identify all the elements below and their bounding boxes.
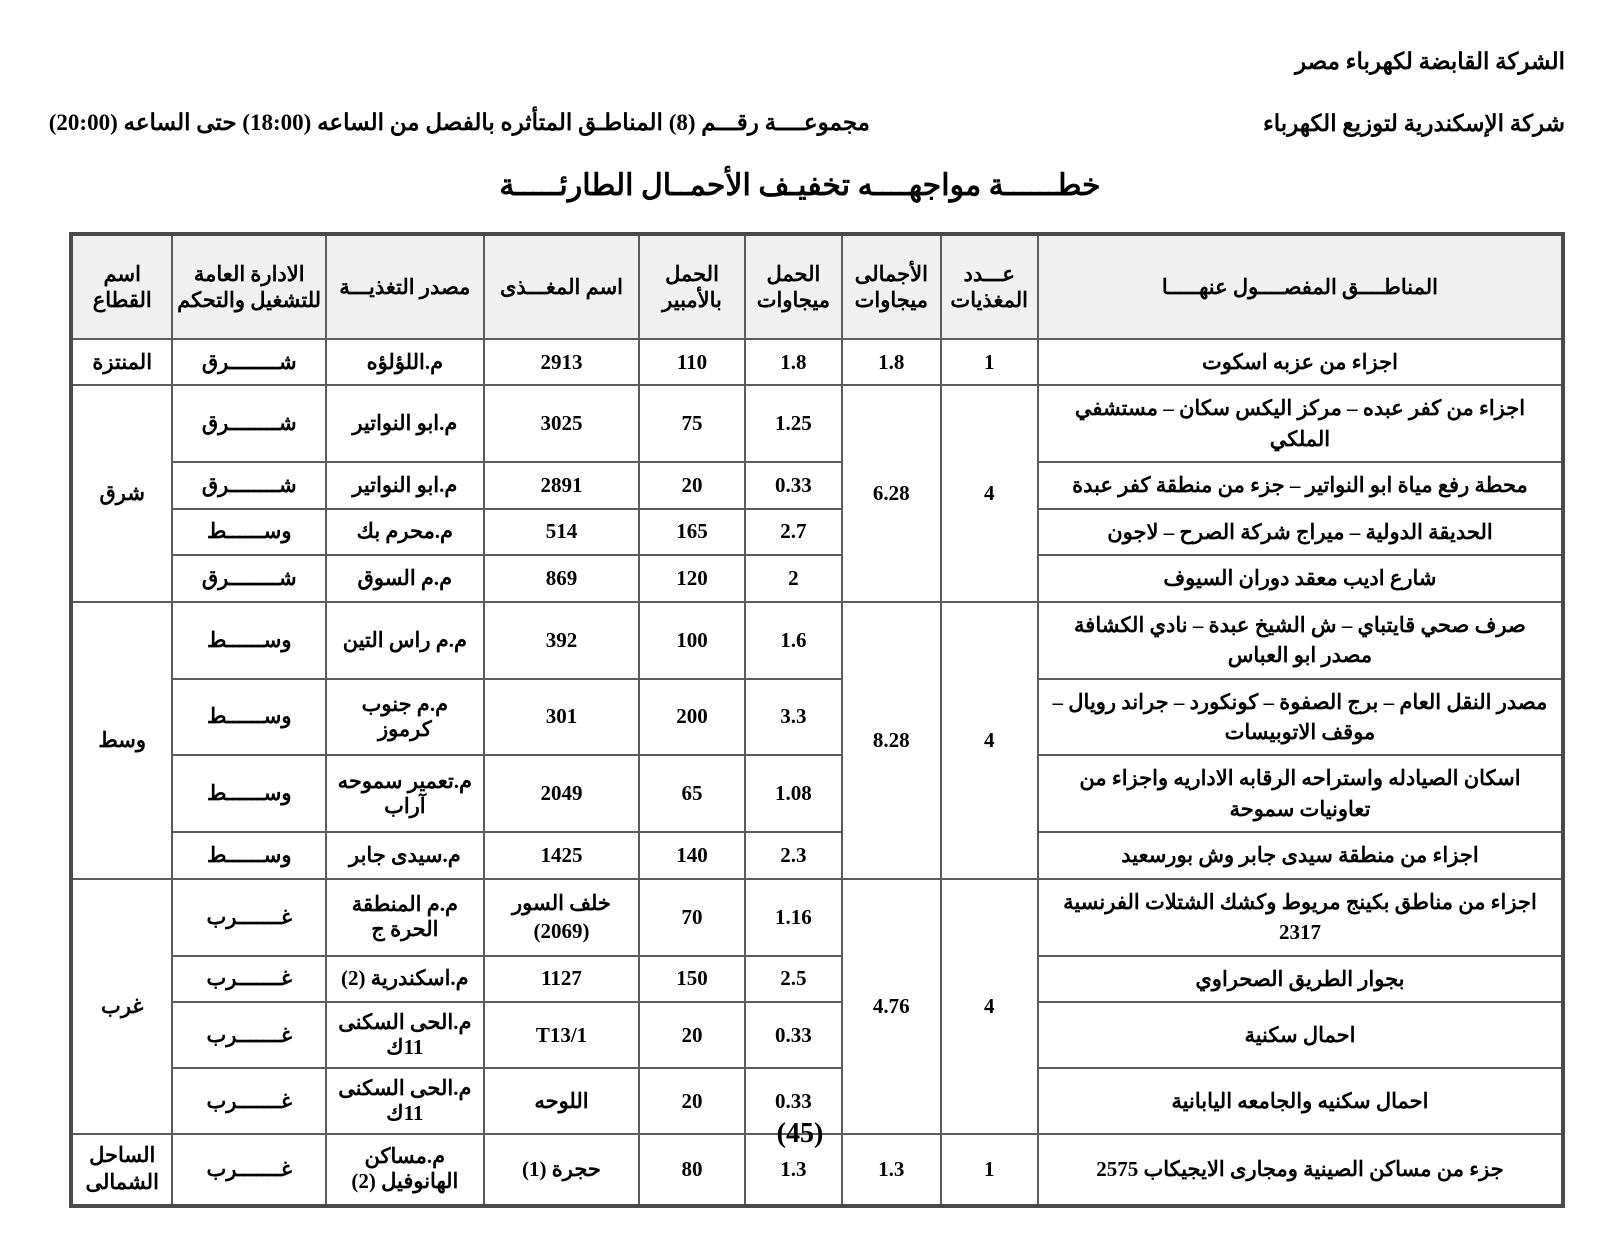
cell-general-admin: وســــــط: [172, 832, 326, 878]
page-title: خطــــــة مواجهــــه تخفيـف الأحمــال الطارئـــــة: [499, 169, 1101, 202]
cell-feeder-count: 1: [941, 1134, 1038, 1206]
cell-load-mw: 1.16: [745, 879, 842, 956]
cell-load-amp: 65: [639, 755, 744, 832]
cell-load-mw: 0.33: [745, 1068, 842, 1134]
column-header-load-mw-line1: الحمل: [766, 261, 821, 286]
cell-areas: محطة رفع مياة ابو النواتير – جزء من منطقة كفر عبدة: [1038, 462, 1563, 508]
cell-general-admin: غـــــــرب: [172, 879, 326, 956]
cell-sector-name: شرق: [71, 385, 172, 601]
cell-feeder-count: 1: [941, 339, 1038, 385]
cell-general-admin: وســــــط: [172, 602, 326, 679]
table-row: [71, 385, 1563, 462]
cell-load-amp: 70: [639, 879, 744, 956]
column-header-general-admin-line1: الادارة العامة: [193, 261, 305, 286]
cell-feeder-name: 869: [484, 555, 640, 601]
cell-load-amp: 100: [639, 602, 744, 679]
holding-company-name: الشركة القابضة لكهرباء مصر: [1294, 49, 1565, 74]
cell-load-amp: 140: [639, 832, 744, 878]
cell-areas: مصدر النقل العام – برج الصفوة – كونكورد – جراند رويال – موقف الاتوبيسات: [1038, 679, 1563, 756]
table-row: [71, 509, 1563, 555]
column-header-feeder-count-line1: عـــدد: [963, 261, 1015, 286]
column-header-total-mw-line1: الأجمالى: [854, 261, 928, 286]
table-body: [71, 339, 1563, 1206]
cell-areas: احمال سكنية: [1038, 1002, 1563, 1068]
table-row: [71, 1002, 1563, 1068]
cell-feeder-name: [484, 879, 640, 956]
cell-supply-source: م.م راس التين: [326, 602, 484, 679]
column-header-supply-source: [326, 234, 484, 339]
table-header: [71, 234, 1563, 339]
cell-feeder-name-line1: خلف السور: [512, 890, 611, 915]
table-row: [71, 956, 1563, 1002]
column-header-feeder-count-line2: المغذيات: [950, 288, 1028, 312]
cell-load-amp: 75: [639, 385, 744, 462]
column-header-general-admin: [172, 234, 326, 339]
cell-general-admin: غـــــــرب: [172, 956, 326, 1002]
page-number: (45): [776, 1118, 824, 1149]
table-row: [71, 755, 1563, 832]
table-row: [71, 879, 1563, 956]
cell-load-amp: 80: [639, 1134, 744, 1206]
cell-total-mw: 4.76: [842, 879, 940, 1134]
cell-supply-source: م.تعمير سموحه آراب: [326, 755, 484, 832]
cell-load-amp: 200: [639, 679, 744, 756]
cell-feeder-count: 4: [941, 385, 1038, 601]
table-row: [71, 339, 1563, 385]
table-row: [71, 462, 1563, 508]
load-shedding-table-wrapper: [69, 232, 1565, 1208]
cell-general-admin: شــــــــرق: [172, 555, 326, 601]
cell-supply-source: م.الحى السكنى 11ك: [326, 1002, 484, 1068]
cell-load-amp: 110: [639, 339, 744, 385]
column-header-feeder-name-label: اسم المغـــذى: [499, 274, 624, 299]
column-header-areas-label: المناطــــق المفصــــول عنهـــــا: [1161, 274, 1438, 299]
column-header-load-amp-line2: بالأمبير: [662, 288, 722, 312]
table-row: [71, 679, 1563, 756]
cell-load-amp: 165: [639, 509, 744, 555]
cell-feeder-name: 392: [484, 602, 640, 679]
cell-load-mw: 2: [745, 555, 842, 601]
cell-feeder-count: 4: [941, 879, 1038, 1134]
cell-supply-source: م.مساكن الهانوفيل (2): [326, 1134, 484, 1206]
column-header-areas: [1038, 234, 1563, 339]
cell-general-admin: شــــــــرق: [172, 339, 326, 385]
cell-general-admin: غـــــــرب: [172, 1002, 326, 1068]
cell-load-amp: 150: [639, 956, 744, 1002]
column-header-general-admin-line2: للتشغيل والتحكم: [177, 288, 322, 312]
cell-supply-source: م.محرم بك: [326, 509, 484, 555]
table-row: [71, 602, 1563, 679]
cell-feeder-name: حجرة (1): [484, 1134, 640, 1206]
cell-load-mw: 1.8: [745, 339, 842, 385]
cell-feeder-name: 2891: [484, 462, 640, 508]
column-header-feeder-count: [941, 234, 1038, 339]
group-time-range-line: مجموعــــة رقـــم (8) المناطـق المتأثره بالفصل من الساعه (18:00) حتى الساعه (20:00): [48, 110, 870, 135]
cell-areas: اجزاء من كفر عبده – مركز اليكس سكان – مستشفي الملكي: [1038, 385, 1563, 462]
load-shedding-table: [69, 232, 1565, 1208]
cell-areas: اجزاء من مناطق بكينج مريوط وكشك الشتلات الفرنسية 2317: [1038, 879, 1563, 956]
cell-load-mw: 1.6: [745, 602, 842, 679]
cell-areas: اجزاء من عزبه اسكوت: [1038, 339, 1563, 385]
column-header-feeder-name: [484, 234, 640, 339]
distribution-company-name: شركة الإسكندرية لتوزيع الكهرباء: [1262, 111, 1565, 136]
cell-load-mw: 2.5: [745, 956, 842, 1002]
cell-general-admin: غـــــــرب: [172, 1134, 326, 1206]
column-header-supply-source-label: مصدر التغذيـــة: [339, 274, 471, 299]
table-row: [71, 555, 1563, 601]
cell-total-mw: 1.3: [842, 1134, 940, 1206]
column-header-load-mw-line2: ميجاوات: [756, 288, 831, 312]
cell-supply-source: م.اسكندرية (2): [326, 956, 484, 1002]
cell-feeder-name: T13/1: [484, 1002, 640, 1068]
cell-total-mw: 8.28: [842, 602, 940, 879]
column-header-load-amp-line1: الحمل: [665, 261, 719, 286]
cell-sector-name: وسط: [71, 602, 172, 879]
cell-supply-source: م.م السوق: [326, 555, 484, 601]
cell-load-mw: 1.3: [745, 1134, 842, 1206]
cell-general-admin: وســــــط: [172, 509, 326, 555]
cell-areas: اجزاء من منطقة سيدى جابر وش بورسعيد: [1038, 832, 1563, 878]
cell-feeder-name: 301: [484, 679, 640, 756]
cell-areas: الحديقة الدولية – ميراج شركة الصرح – لاجون: [1038, 509, 1563, 555]
cell-feeder-name: 3025: [484, 385, 640, 462]
cell-supply-source: م.م المنطقة الحرة ج: [326, 879, 484, 956]
cell-total-mw: 6.28: [842, 385, 940, 601]
cell-areas: اسكان الصيادله واستراحه الرقابه الاداريه واجزاء من تعاونيات سموحة: [1038, 755, 1563, 832]
column-header-load-mw: [745, 234, 842, 339]
cell-areas: شارع اديب معقد دوران السيوف: [1038, 555, 1563, 601]
cell-load-mw: 2.7: [745, 509, 842, 555]
cell-areas: صرف صحي قايتباي – ش الشيخ عبدة – نادي الكشافة مصدر ابو العباس: [1038, 602, 1563, 679]
cell-supply-source: م.ابو النواتير: [326, 462, 484, 508]
cell-supply-source: م.الحى السكنى 11ك: [326, 1068, 484, 1134]
cell-load-mw: 0.33: [745, 462, 842, 508]
cell-general-admin: غـــــــرب: [172, 1068, 326, 1134]
cell-areas: جزء من مساكن الصينية ومجارى الايجيكاب 2575: [1038, 1134, 1563, 1206]
cell-load-mw: 1.08: [745, 755, 842, 832]
table-header-row: [71, 234, 1563, 339]
cell-general-admin: وســــــط: [172, 755, 326, 832]
cell-supply-source: م.ابو النواتير: [326, 385, 484, 462]
cell-feeder-name: 1425: [484, 832, 640, 878]
column-header-load-amp: [639, 234, 744, 339]
cell-load-amp: 20: [639, 462, 744, 508]
column-header-sector-name-label: اسم القطاع: [92, 261, 152, 312]
cell-feeder-name: 1127: [484, 956, 640, 1002]
cell-sector-name-line2: الشمالى: [85, 1170, 159, 1195]
column-header-sector-name: [71, 234, 172, 339]
cell-feeder-name-line2: (2069): [533, 919, 590, 944]
cell-general-admin: شــــــــرق: [172, 385, 326, 462]
cell-total-mw: 1.8: [842, 339, 940, 385]
cell-feeder-name: اللوحه: [484, 1068, 640, 1134]
cell-supply-source: م.م جنوب كرموز: [326, 679, 484, 756]
table-row: [71, 832, 1563, 878]
cell-feeder-name: 2049: [484, 755, 640, 832]
cell-load-mw: 1.25: [745, 385, 842, 462]
cell-load-amp: 20: [639, 1068, 744, 1134]
cell-sector-name: غرب: [71, 879, 172, 1134]
cell-load-mw: 2.3: [745, 832, 842, 878]
cell-supply-source: م.اللؤلؤه: [326, 339, 484, 385]
cell-areas: بجوار الطريق الصحراوي: [1038, 956, 1563, 1002]
column-header-total-mw: [842, 234, 940, 339]
column-header-total-mw-line2: ميجاوات: [854, 288, 928, 312]
cell-load-mw: 3.3: [745, 679, 842, 756]
cell-supply-source: م.سيدى جابر: [326, 832, 484, 878]
cell-areas: احمال سكنيه والجامعه اليابانية: [1038, 1068, 1563, 1134]
cell-feeder-name: 2913: [484, 339, 640, 385]
cell-feeder-name: 514: [484, 509, 640, 555]
cell-sector-name: المنتزة: [71, 339, 172, 385]
cell-load-amp: 120: [639, 555, 744, 601]
cell-sector-name-line1: الساحل: [89, 1143, 156, 1167]
cell-load-mw: 0.33: [745, 1002, 842, 1068]
cell-load-amp: 20: [639, 1002, 744, 1068]
cell-feeder-count: 4: [941, 602, 1038, 879]
cell-general-admin: شــــــــرق: [172, 462, 326, 508]
cell-general-admin: وســــــط: [172, 679, 326, 756]
